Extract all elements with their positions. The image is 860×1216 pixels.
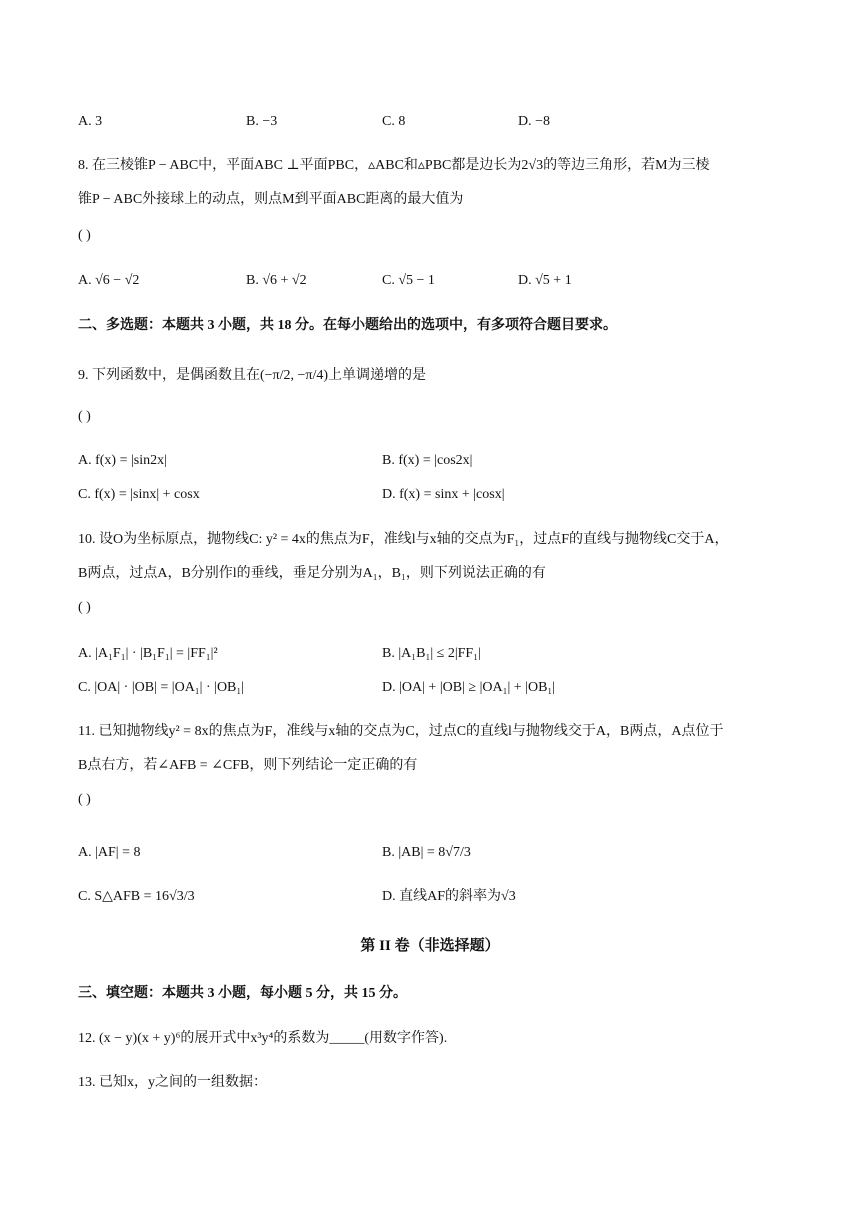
section-heading-multiple-choice: 二、多选题：本题共 3 小题，共 18 分。在每小题给出的选项中，有多项符合题目要求。 [78, 318, 617, 333]
q9-option-c: C. f(x) = |sinx| + cosx [78, 487, 200, 502]
q8-option-b: B. √6 + √2 [246, 273, 307, 288]
q8-option-d: D. √5 + 1 [518, 273, 572, 288]
q8-stem-line1: 8. 在三棱锥P − ABC中，平面ABC ⊥平面PBC，▵ABC和▵PBC都是边长为2√3的等边三角形，若M为三棱 [78, 158, 710, 173]
q9-option-d: D. f(x) = sinx + |cosx| [382, 487, 505, 502]
q9-option-b: B. f(x) = |cos2x| [382, 453, 473, 468]
q11-option-c: C. S△AFB = 16√3/3 [78, 889, 195, 904]
q9-option-a: A. f(x) = |sin2x| [78, 453, 167, 468]
q10-stem-line2: B两点，过点A，B分别作l的垂线，垂足分别为A₁，B₁，则下列说法正确的有 [78, 566, 546, 581]
q8-stem-line2: 锥P − ABC外接球上的动点，则点M到平面ABC距离的最大值为 [78, 192, 464, 207]
q10-option-a: A. |A₁F₁| · |B₁F₁| = |FF₁|² [78, 646, 218, 661]
q8-option-a: A. √6 − √2 [78, 273, 140, 288]
q9-stem: 9. 下列函数中，是偶函数且在(−π/2, −π/4)上单调递增的是 [78, 368, 427, 383]
q13-stem: 13. 已知x，y之间的一组数据： [78, 1075, 267, 1090]
q10-option-b: B. |A₁B₁| ≤ 2|FF₁| [382, 646, 481, 661]
q11-answer-blank: ( ) [78, 792, 91, 807]
q7-option-a: A. 3 [78, 114, 103, 129]
q7-option-c: C. 8 [382, 114, 406, 129]
q11-option-a: A. |AF| = 8 [78, 845, 141, 860]
q10-option-c: C. |OA| · |OB| = |OA₁| · |OB₁| [78, 680, 245, 695]
q10-option-d: D. |OA| + |OB| ≥ |OA₁| + |OB₁| [382, 680, 556, 695]
q8-option-c: C. √5 − 1 [382, 273, 435, 288]
part-two-title: 第 II 卷（非选择题） [360, 938, 500, 954]
section-heading-fill-in: 三、填空题：本题共 3 小题，每小题 5 分，共 15 分。 [78, 986, 407, 1001]
q7-option-d: D. −8 [518, 114, 551, 129]
q11-stem-line2: B点右方，若∠AFB = ∠CFB，则下列结论一定正确的有 [78, 758, 418, 773]
q11-stem-line1: 11. 已知抛物线y² = 8x的焦点为F，准线与x轴的交点为C，过点C的直线l与抛物线交于A，B两点，A点位于 [78, 724, 724, 739]
q7-option-b: B. −3 [246, 114, 278, 129]
q11-option-b: B. |AB| = 8√7/3 [382, 845, 471, 860]
q11-option-d: D. 直线AF的斜率为√3 [382, 889, 516, 904]
q9-answer-blank: ( ) [78, 409, 91, 424]
q12-stem: 12. (x − y)(x + y)⁶的展开式中x³y⁴的系数为_____(用数字作答). [78, 1031, 448, 1046]
q8-answer-blank: ( ) [78, 228, 91, 243]
q10-stem-line1: 10. 设O为坐标原点，抛物线C: y² = 4x的焦点为F，准线l与x轴的交点为F₁，过点F的直线与抛物线C交于A， [78, 532, 729, 547]
q10-answer-blank: ( ) [78, 600, 91, 615]
